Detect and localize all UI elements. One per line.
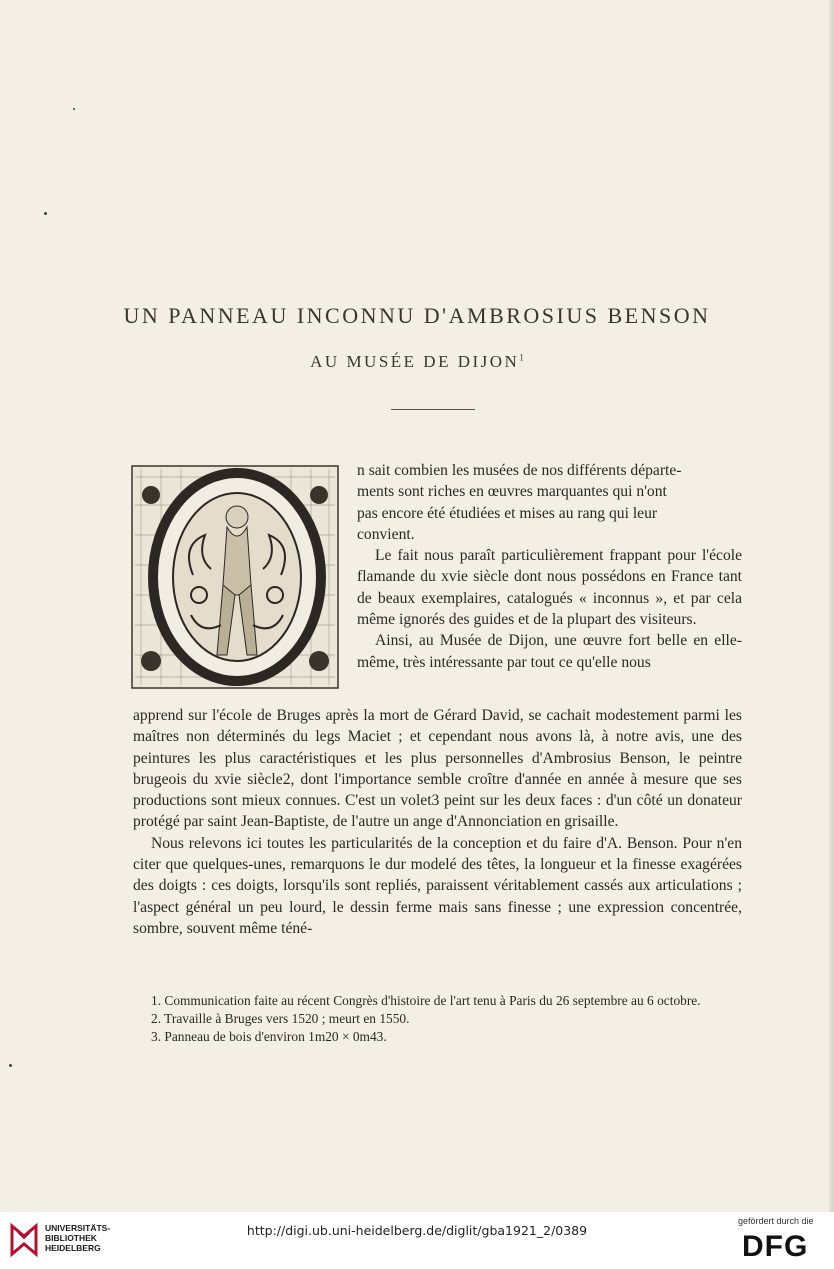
para-3-start: Ainsi, au Musée de Dijon, une œuvre fort belle en elle-même, très intéressante par tout ce qu'elle nous — [357, 632, 742, 671]
footnote-2: 2. Travaille à Bruges vers 1520 ; meurt en 1550. — [151, 1011, 410, 1026]
page-edge — [829, 0, 834, 1212]
title-rule — [391, 409, 475, 410]
para-1-line-4: convient. — [357, 525, 415, 543]
column-text — [357, 460, 742, 673]
footnote-1: 1. Communication faite au récent Congrès d'histoire de l'art tenu à Paris du 26 septembre au 6 octobre. — [151, 993, 701, 1008]
funded-by-label: gefördert durch die — [738, 1216, 814, 1226]
full-width-text — [133, 705, 742, 939]
ornamental-initial-o — [131, 465, 339, 689]
permalink-url[interactable]: http://digi.ub.uni-heidelberg.de/diglit/gba1921_2/0389 — [246, 1223, 588, 1238]
subtitle-text: AU MUSÉE DE DIJON — [310, 352, 520, 371]
scan-speck — [73, 108, 75, 110]
article-subtitle — [90, 352, 744, 372]
footnotes — [133, 992, 742, 1046]
para-2: Le fait nous paraît particulièrement frappant pour l'école flamande du xvie siècle dont nous possédons en France tant de beaux exemplaires, catalogués « inconnus », et par cela même ignorés des guides et de la plupart des visiteurs. — [357, 547, 742, 629]
article-title: UN PANNEAU INCONNU D'AMBROSIUS BENSON — [123, 303, 711, 328]
para-1-line-2: ments sont riches en œuvres marquantes qui n'ont — [357, 483, 667, 501]
para-1-line-3: pas encore été étudiées et mises au rang qui leur — [357, 504, 658, 522]
viewer-footer — [0, 1212, 834, 1269]
footnote-3: 3. Panneau de bois d'environ 1m20 × 0m43. — [151, 1029, 387, 1044]
para-1 — [357, 460, 742, 545]
para-4: Nous relevons ici toutes les particularités de la conception et du faire d'A. Benson. Pour n'en citer que quelques-unes, remarquons le dur modelé des têtes, la longueur et la finesse exagérées des doigts : ces doigts, lorsqu'ils sont repliés, paraissent véritablement cassés aux articulations ; l'aspect général un peu lourd, le dessin ferme mais sans finesse ; une expression concentrée, sombre, souvent même téné- — [133, 834, 742, 937]
scan-speck — [9, 1064, 12, 1067]
subtitle-footnote-mark: 1 — [519, 352, 524, 363]
scan-speck — [44, 212, 47, 215]
library-name[interactable]: UNIVERSITÄTS- BIBLIOTHEK HEIDELBERG — [45, 1223, 111, 1253]
para-3-continued: apprend sur l'école de Bruges après la mort de Gérard David, se cachait modestement parmi les maîtres non déterminés du legs Maciet ; et cependant nous avons là, à notre avis, une des peintures les plus caractéristiques et les plus personnelles d'Ambrosius Benson, le peintre brugeois du xvie siècle2, dont l'importance semble croître d'année en année à mesure que ses productions sont mieux connues. C'est un volet3 peint sur les deux faces : d'un côté un donateur protégé par saint Jean-Baptiste, de l'autre un ange d'Annonciation en grisaille. — [133, 707, 742, 831]
dfg-logo[interactable]: DFG — [742, 1230, 809, 1263]
para-1-line-1: n sait combien les musées de nos différents départe- — [357, 462, 682, 479]
